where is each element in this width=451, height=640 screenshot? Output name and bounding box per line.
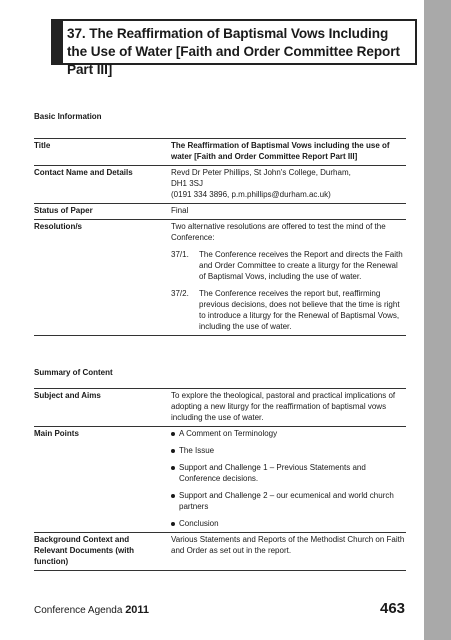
agenda-label: Conference Agenda <box>34 605 123 616</box>
list-item <box>171 490 406 512</box>
list-item <box>171 462 406 484</box>
row-label: Background Context and Relevant Documents (with function) <box>34 533 167 571</box>
bullet-icon <box>171 490 179 512</box>
main-point-text: The Issue <box>179 446 215 455</box>
list-item <box>171 428 406 439</box>
table-row <box>34 204 406 220</box>
title-box <box>51 19 417 77</box>
basic-information-heading: Basic Information <box>34 112 102 121</box>
title-accent-bar <box>53 21 63 63</box>
main-point-text: Conclusion <box>179 519 219 528</box>
bullet-icon <box>171 518 179 529</box>
summary-of-content-heading: Summary of Content <box>34 368 113 377</box>
page-title: 37. The Reaffirmation of Baptismal Vows Including the Use of Water [Faith and Order Committee Report Part III] <box>67 26 400 77</box>
bullet-icon <box>171 462 179 484</box>
side-tab-bar <box>424 0 451 640</box>
footer-agenda <box>34 604 149 616</box>
contact-line: Revd Dr Peter Phillips, St John's College, Durham, <box>171 168 351 177</box>
resolution-number: 37/1. <box>171 250 189 259</box>
resolution-item <box>171 288 406 332</box>
table-row <box>34 427 406 533</box>
row-value: Various Statements and Reports of the Methodist Church on Faith and Order as set out in the report. <box>167 533 406 571</box>
row-label: Subject and Aims <box>34 389 167 427</box>
row-label: Resolution/s <box>34 220 167 336</box>
row-label: Status of Paper <box>34 204 167 220</box>
resolution-text: The Conference receives the Report and directs the Faith and Order Committee to create a liturgy for the Renewal of Baptismal Vows, including the use of water. <box>199 250 403 281</box>
resolution-text: The Conference receives the report but, reaffirming previous decisions, does not believe that the time is right to introduce a liturgy for the Renewal of Baptismal Vows, including the use of water. <box>199 289 400 331</box>
row-label: Title <box>34 139 167 166</box>
table-row <box>34 139 406 166</box>
row-value <box>167 427 406 533</box>
bullet-icon <box>171 445 179 456</box>
basic-information-table <box>34 138 406 336</box>
resolution-intro: Two alternative resolutions are offered to test the mind of the Conference: <box>171 222 386 242</box>
resolution-number: 37/2. <box>171 289 189 298</box>
main-point-text: Support and Challenge 2 – our ecumenical and world church partners <box>179 491 394 511</box>
contact-line: DH1 3SJ <box>171 179 204 188</box>
row-label: Contact Name and Details <box>34 166 167 204</box>
list-item <box>171 518 406 529</box>
table-row <box>34 220 406 336</box>
row-value: To explore the theological, pastoral and practical implications of adopting a new liturgy for the reaffirmation of baptismal vows including the use of water. <box>167 389 406 427</box>
table-row <box>34 533 406 571</box>
table-row <box>34 166 406 204</box>
row-value <box>167 220 406 336</box>
main-point-text: A Comment on Terminology <box>179 429 278 438</box>
resolution-item <box>171 249 406 282</box>
main-point-text: Support and Challenge 1 – Previous Statements and Conference decisions. <box>179 463 366 483</box>
bullet-icon <box>171 428 179 439</box>
contact-line: (0191 334 3896, p.m.phillips@durham.ac.uk) <box>171 190 331 199</box>
summary-of-content-table <box>34 388 406 571</box>
row-value <box>167 166 406 204</box>
list-item <box>171 445 406 456</box>
row-label: Main Points <box>34 427 167 533</box>
table-row <box>34 389 406 427</box>
row-value: Final <box>167 204 406 220</box>
agenda-year: 2011 <box>125 604 150 616</box>
row-value: The Reaffirmation of Baptismal Vows including the use of water [Faith and Order Committee Report Part III] <box>167 139 406 166</box>
page-number: 463 <box>380 600 406 617</box>
